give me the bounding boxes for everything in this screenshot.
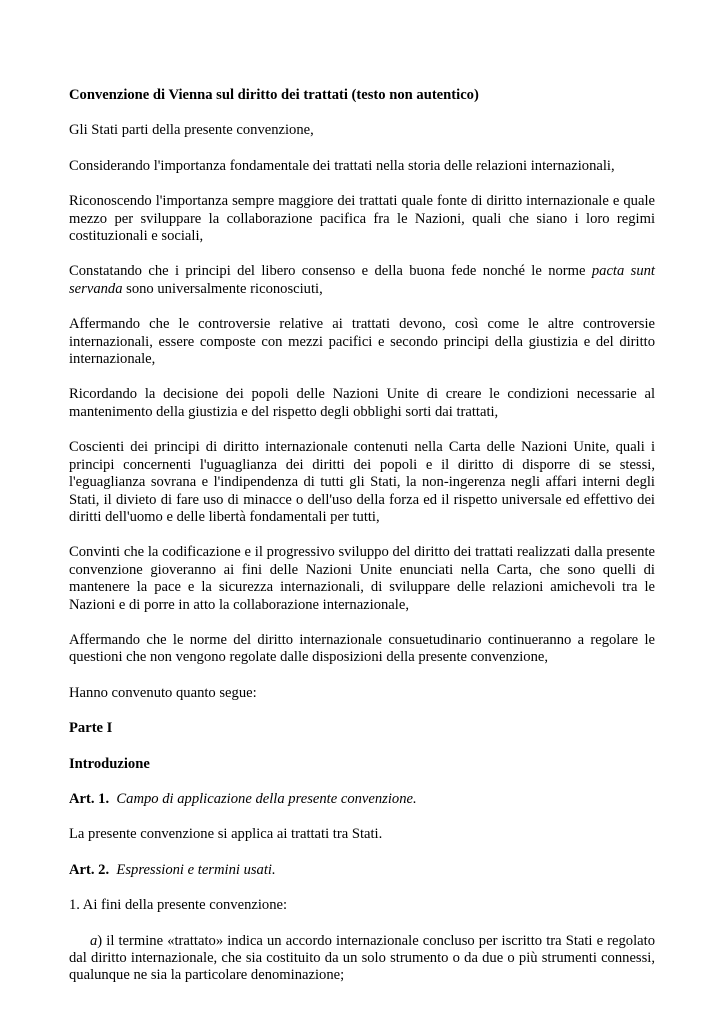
article-2-item-a-label: a	[90, 932, 98, 949]
article-2-item-a	[69, 933, 655, 985]
part-title: Introduzione	[69, 755, 150, 772]
preamble-considerando: Considerando l'importanza fondamentale dei trattati nella storia delle relazioni internazionali,	[69, 157, 615, 174]
article-1-number: Art. 1.	[69, 790, 110, 807]
preamble-riconoscendo: Riconoscendo l'importanza sempre maggiore dei trattati quale fonte di diritto internazionale e quale mezzo per sviluppare la collaborazione pacifica fra le Nazioni, quali che siano i loro regimi costituzionali e sociali,	[69, 193, 655, 245]
article-2-title: Espressioni e termini usati.	[116, 861, 276, 878]
preamble-affermando-controversie: Affermando che le controversie relative ai trattati devono, così come le altre controversie internazionali, essere composte con mezzi pacifici e secondo principi della giustizia e del diritto internazionale,	[69, 316, 655, 368]
preamble-ricordando: Ricordando la decisione dei popoli delle Nazioni Unite di creare le condizioni necessarie al mantenimento della giustizia e del rispetto degli obblighi sorti dai trattati,	[69, 386, 655, 420]
preamble-hanno-convenuto: Hanno convenuto quanto segue:	[69, 684, 257, 701]
preamble-convinti: Convinti che la codificazione e il progressivo sviluppo del diritto dei trattati realizzati dalla presente convenzione gioveranno ai fini delle Nazioni Unite enunciati nella Carta, che sono quelli di mantenere la pace e la sicurezza internazionali, di sviluppare delle relazioni amichevoli tra le Nazioni e di porre in atto la collaborazione internazionale,	[69, 544, 655, 613]
preamble-constatando-text-a: Constatando che i principi del libero consenso e della buona fede nonché le norme	[69, 263, 592, 280]
part-heading: Parte I	[69, 720, 113, 737]
document-body	[69, 87, 655, 1003]
preamble-constatando-text-b: sono universalmente riconosciuti,	[122, 280, 323, 297]
preamble-states-parties: Gli Stati parti della presente convenzione,	[69, 122, 314, 139]
article-2-paragraph-1: 1. Ai fini della presente convenzione:	[69, 897, 288, 914]
article-1-heading	[69, 791, 655, 808]
document-title: Convenzione di Vienna sul diritto dei trattati (testo non autentico)	[69, 87, 479, 103]
preamble-coscienti: Coscienti dei principi di diritto internazionale contenuti nella Carta delle Nazioni Unite, quali i principi concernenti l'uguaglianza dei diritti dei popoli e il diritto di disporre di se stessi, l'eguaglianza sovrana e l'indipendenza di tutti gli Stati, la non-ingerenza negli affari interni degli Stati, il divieto di fare uso di minacce o dell'uso della forza ed il rispetto universale ed effettivo dei diritti dell'uomo e delle libertà fondamentali per tutti,	[69, 439, 655, 525]
article-2-number: Art. 2.	[69, 861, 110, 878]
preamble-affermando-norme: Affermando che le norme del diritto internazionale consuetudinario continueranno a regolare le questioni che non vengono regolate dalle disposizioni della presente convenzione,	[69, 631, 655, 666]
article-1-text: La presente convenzione si applica ai trattati tra Stati.	[69, 826, 383, 843]
article-2-item-a-text: ) il termine «trattato» indica un accordo internazionale concluso per iscritto tra Stati e regolato dal diritto internazionale, che sia costituito da un solo strumento o da due o più strumenti connessi, qualunque ne sia la particolare denominazione;	[69, 932, 655, 984]
pacta-sunt-servanda-phrase: pacta sunt servanda	[69, 263, 655, 297]
article-1-title: Campo di applicazione della presente convenzione.	[116, 790, 417, 807]
article-2-heading	[69, 862, 655, 879]
preamble-constatando	[69, 263, 655, 298]
